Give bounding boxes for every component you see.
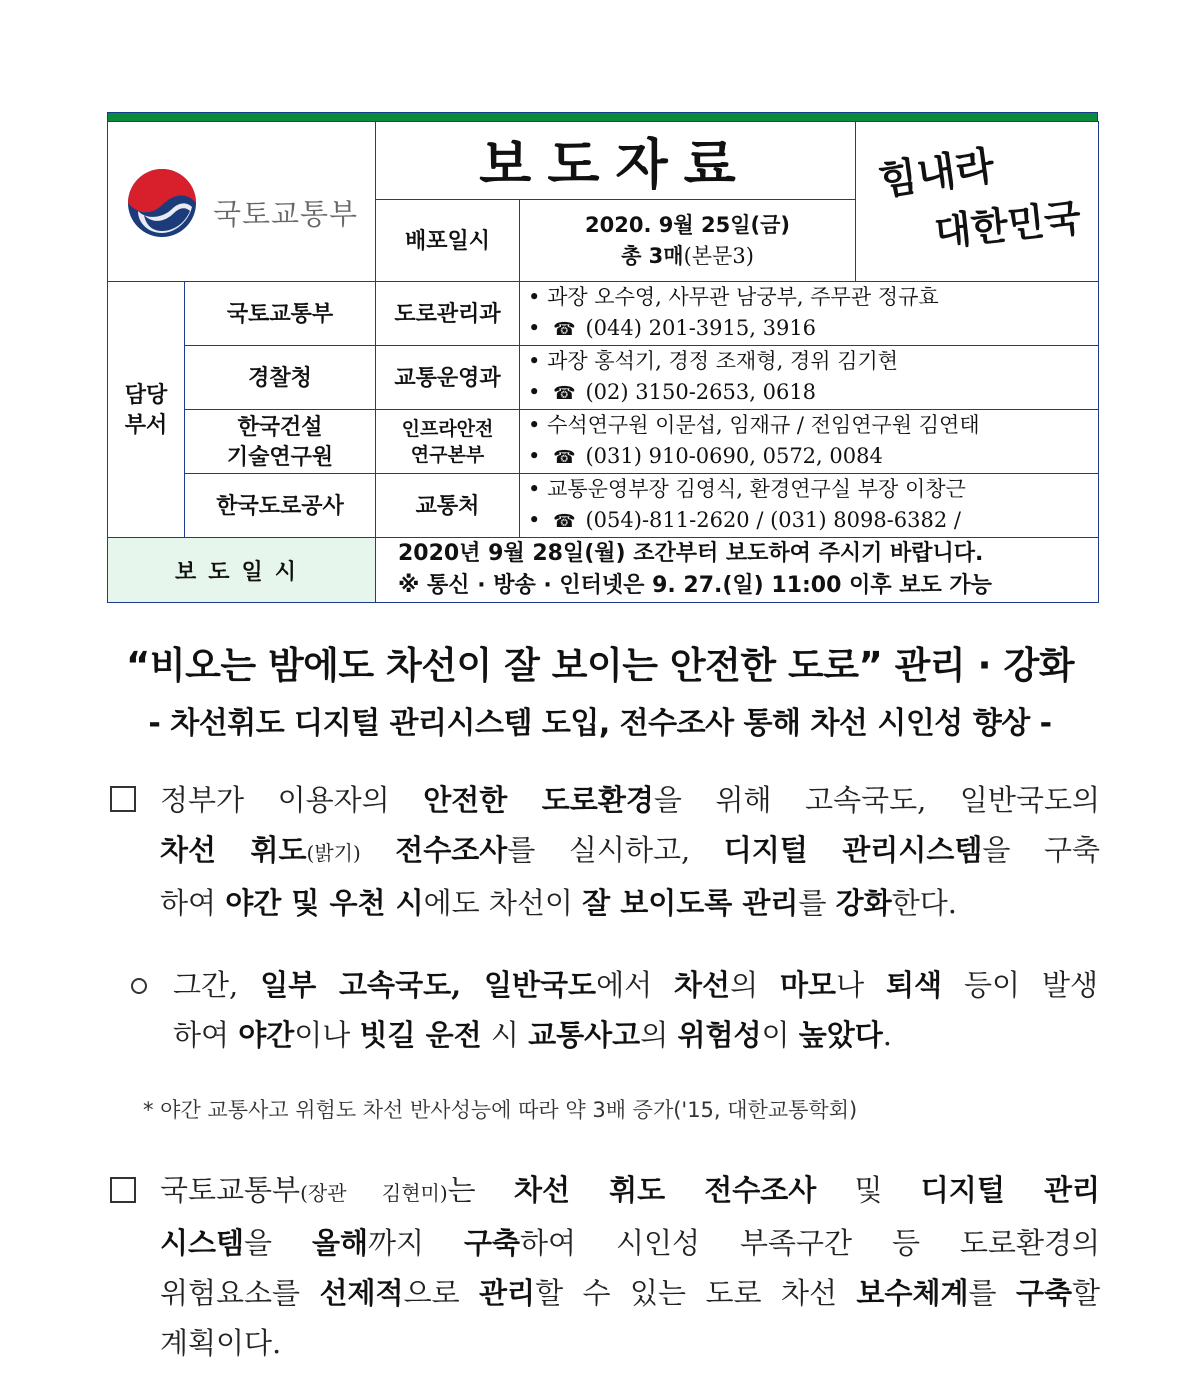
subheadline: - 차선휘도 디지털 관리시스템 도입, 전수조사 통해 차선 시인성 향상 - xyxy=(148,706,1052,741)
contact-details: • 수석연구원 이문섭, 임재규 / 전임연구원 김연태 • ☎ (031) 910-0690, 0572, 0084 xyxy=(520,410,1099,474)
press-release-title: 보도자료 xyxy=(376,122,856,200)
footnote: * 야간 교통사고 위험도 차선 반사성능에 따라 약 3배 증가('15, 대한교통학회) xyxy=(143,1098,858,1122)
square-bullet-icon xyxy=(110,786,136,812)
ministry-logo-cell xyxy=(108,122,376,282)
contact-org-line-1: 한국건설 xyxy=(237,413,323,440)
release-date-cell xyxy=(520,200,856,282)
square-bullet-icon xyxy=(110,1177,136,1203)
contact-dept: 교통처 xyxy=(376,474,520,538)
release-label: 배포일시 xyxy=(376,200,520,282)
slogan-cell xyxy=(856,122,1099,282)
dept-label-line-2: 부서 xyxy=(124,411,168,438)
page-count: 총 3매 xyxy=(621,243,684,268)
ministry-name: 국토교통부 xyxy=(213,197,359,231)
publish-label: 보도일시 xyxy=(108,538,376,603)
contact-phone: (031) 910-0690, 0572, 0084 xyxy=(585,444,883,468)
slogan-line-2: 대한민국 xyxy=(932,194,1084,255)
paragraph-2: 그간, 일부 고속국도, 일반국도에서 차선의 마모나 퇴색 등이 발생 하여 야간이나 빗길 운전 시 교통사고의 위험성이 높았다. xyxy=(173,968,1099,1052)
contact-org: 한국도로공사 xyxy=(185,474,376,538)
contact-org: 경찰청 xyxy=(185,346,376,410)
contact-org: 국토교통부 xyxy=(185,282,376,346)
dept-label-cell xyxy=(108,282,185,538)
contact-details: • 교통운영부장 김영식, 환경연구실 부장 이창근 • ☎ (054)-811-2620 / (031) 8098-6382 / xyxy=(520,474,1099,538)
phone-icon: ☎ xyxy=(553,383,576,404)
phone-icon: ☎ xyxy=(553,447,576,468)
page-count-detail: (본문3) xyxy=(683,243,754,268)
contact-dept: 교통운영과 xyxy=(376,346,520,410)
contact-org xyxy=(185,410,376,474)
header-table xyxy=(107,121,1099,603)
contact-dept xyxy=(376,410,520,474)
contact-people: 수석연구원 이문섭, 임재규 / 전임연구원 김연태 xyxy=(547,413,980,437)
paragraph-3: 국토교통부(장관 김현미)는 차선 휘도 전수조사 및 디지털 관리 시스템을 올해까지 구축하여 시인성 부족구간 등 도로환경의 위험요소를 선제적으로 관리할 수 있는 도로 차선 보수체계를 구축할 계획이다. xyxy=(160,1173,1100,1360)
contact-people: 과장 오수영, 사무관 남궁부, 주무관 정규효 xyxy=(547,285,939,309)
contact-details: • 과장 오수영, 사무관 남궁부, 주무관 정규효 • ☎ (044) 201-3915, 3916 xyxy=(520,282,1099,346)
circle-bullet-icon xyxy=(131,978,147,994)
contact-phone: (02) 3150-2653, 0618 xyxy=(585,380,817,404)
contact-org-line-2: 기술연구원 xyxy=(226,443,334,470)
publish-text-cell xyxy=(376,538,1099,603)
contact-dept: 도로관리과 xyxy=(376,282,520,346)
header-top-bar xyxy=(107,112,1098,121)
paragraph-1: 정부가 이용자의 안전한 도로환경을 위해 고속국도, 일반국도의 차선 휘도(밝기) 전수조사를 실시하고, 디지털 관리시스템을 구축 하여 야간 및 우천 시에도 차선이 잘 보이도록 관리를 강화한다. xyxy=(160,783,1101,920)
press-release-header xyxy=(107,112,1098,603)
headline: “비오는 밤에도 차선이 잘 보이는 안전한 도로” 관리 · 강화 xyxy=(126,644,1074,687)
release-date: 2020. 9월 25일(금) xyxy=(585,212,790,237)
slogan-line-1: 힘내라 xyxy=(875,142,998,205)
contact-dept-line-1: 인프라안전 xyxy=(401,417,494,440)
dept-label-line-1: 담당 xyxy=(124,381,168,408)
publish-text-1: 2020년 9월 28일(월) 조간부터 보도하여 주시기 바랍니다. xyxy=(398,541,984,566)
contact-phone: (044) 201-3915, 3916 xyxy=(585,316,817,340)
contact-dept-line-2: 연구본부 xyxy=(410,443,485,466)
phone-icon: ☎ xyxy=(553,511,576,532)
contact-people: 교통운영부장 김영식, 환경연구실 부장 이창근 xyxy=(547,477,966,501)
contact-details: • 과장 홍석기, 경정 조재형, 경위 김기현 • ☎ (02) 3150-2653, 0618 xyxy=(520,346,1099,410)
contact-phone: (054)-811-2620 / (031) 8098-6382 / xyxy=(585,508,961,532)
ministry-emblem-icon xyxy=(126,167,198,239)
publish-text-2: ※ 통신 · 방송 · 인터넷은 9. 27.(일) 11:00 이후 보도 가능 xyxy=(398,573,992,598)
contact-people: 과장 홍석기, 경정 조재형, 경위 김기현 xyxy=(547,349,899,373)
phone-icon: ☎ xyxy=(553,319,576,340)
